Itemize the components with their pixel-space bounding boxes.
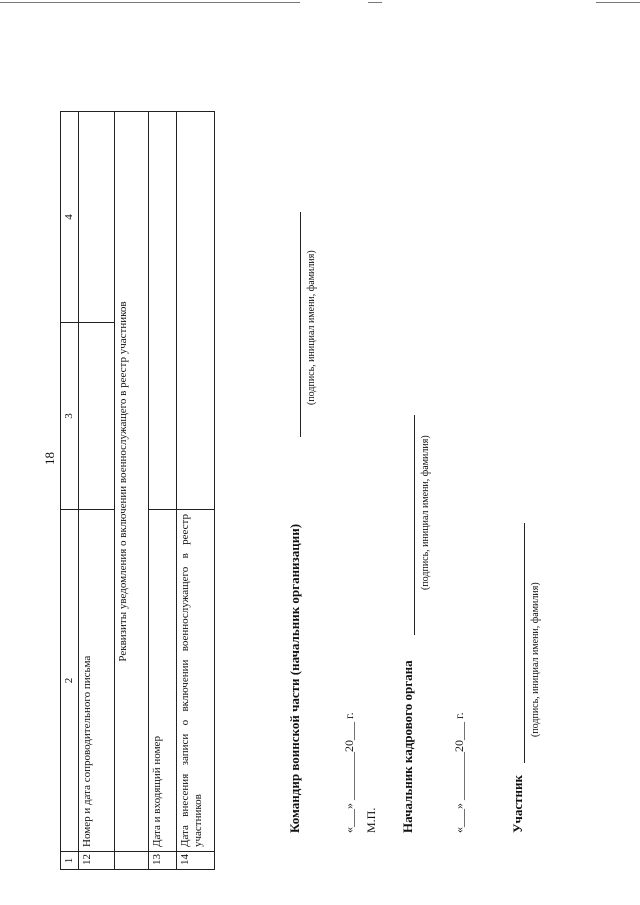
- row-number: [115, 852, 149, 870]
- table-section-row: [115, 112, 149, 870]
- table-header-cell: 2: [61, 510, 79, 852]
- row-value-cell: [79, 112, 115, 323]
- row-value-cell: [149, 112, 177, 510]
- table-header-cell: 1: [61, 852, 79, 870]
- table-header-cell: 4: [61, 112, 79, 323]
- stamp-placeholder: М.П.: [364, 807, 378, 833]
- commander-title: Командир воинской части (начальник организации): [287, 523, 302, 833]
- hr-head-signature-hint: (подпись, инициал имени, фамилия): [420, 435, 431, 590]
- row-value-cell: [177, 112, 215, 510]
- hr-head-date: «___» ________20___ г.: [452, 712, 466, 833]
- commander-signature-hint: (подпись, инициал имени, фамилия): [306, 250, 317, 405]
- row-label: Дата внесения записи о включении военнослужащего в реестр участников: [177, 510, 215, 852]
- hr-head-signature-line: [414, 415, 415, 635]
- commander-signature-line: [300, 212, 301, 437]
- row-number: 14: [177, 852, 215, 870]
- participant-signature-line: [524, 523, 525, 763]
- row-number: 13: [149, 852, 177, 870]
- row-label: Дата и входящий номер: [149, 510, 177, 852]
- row-value-cell: [79, 323, 115, 510]
- section-heading: Реквизиты уведомления о включении военнослужащего в реестр участников: [115, 112, 149, 852]
- row-number: 12: [79, 852, 115, 870]
- participant-title: Участник: [510, 775, 525, 833]
- table-header-row: [61, 112, 79, 870]
- hr-head-title: Начальник кадрового органа: [400, 660, 415, 833]
- row-label: Номер и дата сопроводительного письма: [79, 510, 115, 852]
- page-number: 18: [42, 452, 57, 465]
- table-row: [177, 112, 215, 870]
- register-table: [60, 111, 215, 870]
- commander-date: «___» ________20___ г.: [342, 712, 356, 833]
- table-header-cell: 3: [61, 323, 79, 510]
- participant-signature-hint: (подпись, инициал имени, фамилия): [530, 582, 541, 737]
- table-row: [79, 112, 115, 870]
- table-row: [149, 112, 177, 870]
